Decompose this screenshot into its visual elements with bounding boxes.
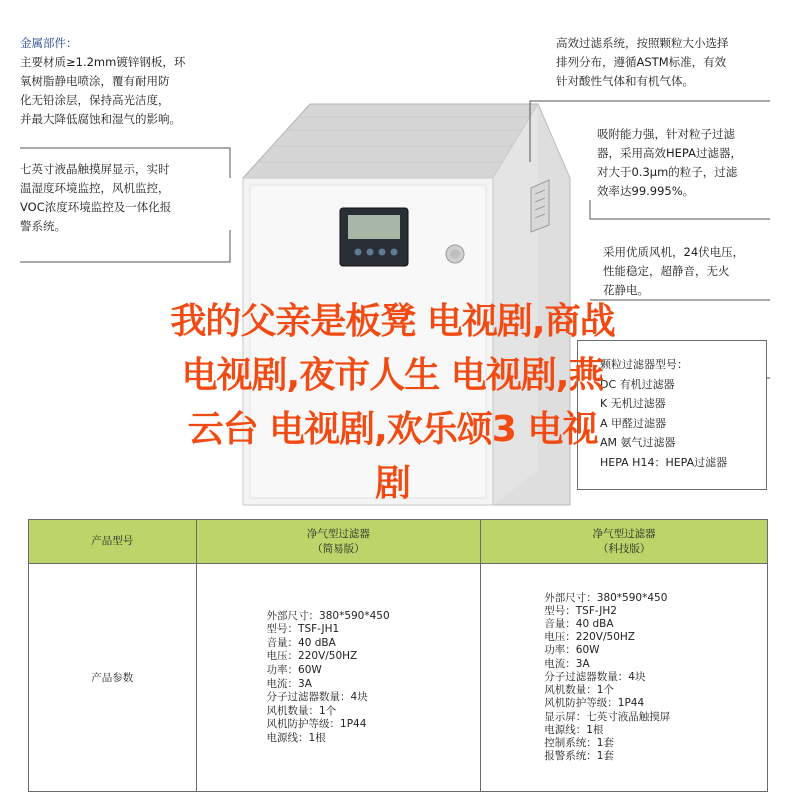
simple-spec-item: 风机防护等级：1P44	[266, 718, 367, 731]
row-label: 产品参数	[29, 564, 197, 792]
header-tech-version	[481, 520, 768, 564]
tech-spec-item: 显示屏：七英寸液晶触摸屏	[544, 710, 671, 723]
filter-system-annotation	[556, 34, 729, 91]
simple-spec-item: 电流：3A	[266, 677, 312, 690]
fan-annotation	[603, 243, 744, 300]
adsorption-line: 效率达99.995%。	[597, 184, 695, 198]
fan-line: 性能稳定，超静音，无火	[603, 264, 730, 278]
simple-specs-cell	[196, 564, 481, 792]
filter-type-line: 颗粒过滤器型号：	[600, 358, 688, 371]
header-simple-version	[196, 520, 481, 564]
tech-spec-item: 型号：TSF-JH2	[544, 604, 617, 617]
filter-type-line: DC 有机过滤器	[600, 377, 675, 391]
simple-spec-item: 电压：220V/50HZ	[266, 650, 358, 663]
adsorption-line: 对大于0.3μm的粒子，过滤	[597, 165, 738, 179]
spec-table	[28, 519, 768, 792]
fan-line: 采用优质风机，24伏电压，	[603, 245, 745, 259]
tech-specs-cell	[481, 564, 768, 792]
fan-line: 花静电。	[603, 283, 649, 297]
overlay-title-line: 电视剧,夜市人生 电视剧,燕	[181, 355, 604, 396]
metal-parts-line: 主要材质≥1.2mm镀锌钢板，环	[20, 55, 186, 69]
simple-spec-item: 型号：TSF-JH1	[266, 623, 340, 636]
touchscreen-line: 七英寸液晶触摸屏显示，实时	[20, 162, 170, 176]
touchscreen-line: VOC浓度环境监控及一体化报	[20, 200, 172, 214]
filter-type-line: AM 氨气过滤器	[600, 436, 676, 449]
header-simple-subtitle: （简易版）	[312, 542, 365, 555]
metal-parts-line: 化无铅涂层，保持高光洁度，	[20, 93, 170, 107]
spec-table-header-row	[29, 520, 768, 564]
header-tech-subtitle: （科技版）	[597, 542, 651, 555]
simple-spec-item: 音量：40 dBA	[266, 636, 336, 649]
overlay-title-line: 云台 电视剧,欢乐颂3 电视	[187, 409, 598, 450]
tech-spec-item: 电流：3A	[544, 657, 590, 670]
tech-spec-item: 音量：40 dBA	[544, 618, 614, 631]
touchscreen-line: 温湿度环境监控，风机监控，	[20, 181, 170, 195]
simple-spec-item: 电源线：1根	[266, 731, 326, 744]
tech-spec-item: 报警系统：1套	[544, 750, 614, 763]
tech-spec-item: 电源线：1根	[544, 723, 604, 736]
spec-table-row	[29, 564, 768, 792]
overlay-title-line: 我的父亲是板凳 电视剧,商战	[170, 301, 615, 342]
header-tech-title: 净气型过滤器	[592, 527, 656, 540]
touchscreen-annotation	[20, 160, 171, 236]
simple-spec-item: 分子过滤器数量：4块	[266, 691, 368, 704]
metal-parts-line: 氧树脂静电喷涂，覆有耐用防	[20, 74, 170, 88]
tech-spec-item: 风机数量：1个	[544, 684, 614, 697]
header-simple-title: 净气型过滤器	[306, 527, 370, 540]
simple-spec-item: 风机数量：1个	[266, 704, 337, 717]
filter-type-line: K 无机过滤器	[600, 397, 666, 410]
overlay-title-line: 剧	[374, 463, 410, 504]
touchscreen-line: 警系统。	[20, 219, 66, 233]
header-model: 产品型号	[29, 520, 197, 564]
adsorption-line: 器，采用高效HEPA过滤器，	[597, 146, 742, 160]
tech-spec-item: 电压：220V/50HZ	[544, 631, 635, 644]
tech-spec-item: 控制系统：1套	[544, 736, 614, 749]
tech-spec-item: 分子过滤器数量：4块	[544, 670, 646, 683]
tech-spec-item: 风机防护等级：1P44	[544, 697, 645, 710]
filter-type-line: HEPA H14：HEPA过滤器	[600, 455, 728, 469]
overlay-title	[0, 295, 785, 511]
adsorption-line: 吸附能力强，针对粒子过滤	[597, 127, 735, 141]
simple-spec-item: 功率：60W	[266, 663, 322, 676]
filter-system-line: 高效过滤系统，按照颗粒大小选择	[556, 36, 729, 50]
filter-system-line: 针对酸性气体和有机气体。	[556, 74, 694, 88]
tech-spec-item: 功率：60W	[544, 644, 600, 657]
tech-spec-item: 外部尺寸：380*590*450	[544, 591, 668, 604]
metal-parts-line: 并最大降低腐蚀和湿气的影响。	[20, 112, 181, 126]
filter-system-line: 排列分布，遵循ASTM标准，有效	[556, 55, 727, 69]
metal-parts-annotation	[20, 34, 185, 129]
simple-spec-item: 外部尺寸：380*590*450	[266, 609, 390, 622]
filter-type-line: A 甲醛过滤器	[600, 416, 667, 430]
adsorption-annotation	[597, 125, 742, 201]
metal-parts-heading: 金属部件：	[20, 36, 78, 50]
